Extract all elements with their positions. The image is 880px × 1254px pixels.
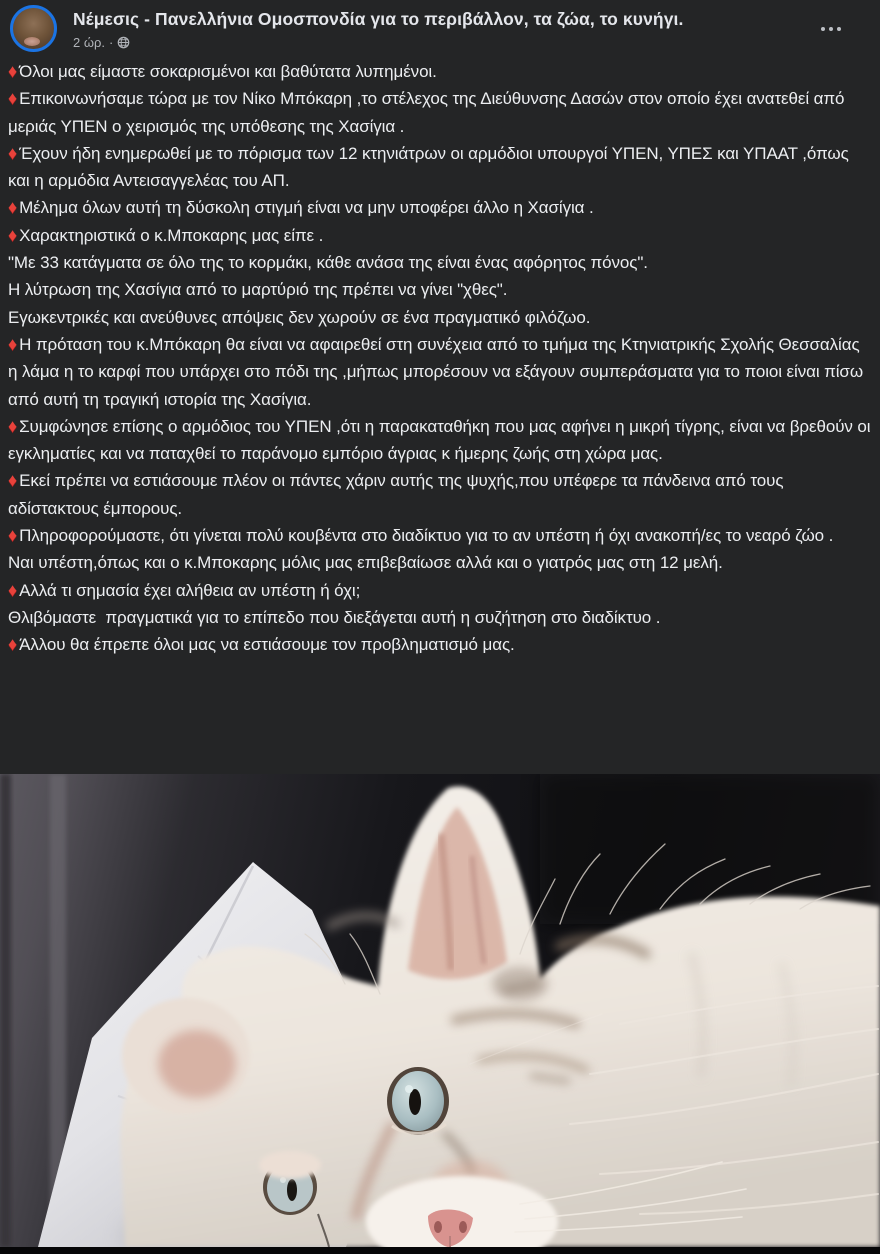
post-paragraph: ♦ Άλλου θα έπρεπε όλοι μας να εστιάσουμε τον προβληματισμό μας.	[8, 634, 515, 655]
post-paragraph: ♦ Επικοινωνήσαμε τώρα με τον Νίκο Μπόκαρη ,το στέλεχος της Διεύθυνσης Δασών στον οποίο έχει ανατεθεί από μεριάς ΥΠΕΝ ο χειρισμός της υπόθεσης της Χασίγια .	[8, 88, 850, 136]
post-paragraph: ♦ Αλλά τι σημασία έχει αλήθεια αν υπέστη ή όχι;	[8, 579, 361, 600]
post-paragraph: ♦ Έχουν ήδη ενημερωθεί με το πόρισμα των 12 κτηνιάτρων οι αρμόδιοι υπουργοί ΥΠΕΝ, ΥΠΕΣ και ΥΠΑΑΤ ,όπως και η αρμόδια Αντεισαγγελέας του ΑΠ.	[8, 142, 854, 191]
post-paragraph: "Με 33 κατάγματα σε όλο της το κορμάκι, κάθε ανάσα της είναι ένας αφόρητος πόνος".	[8, 253, 648, 273]
post-paragraph: Η λύτρωση της Χασίγια από το μαρτύριό της πρέπει να γίνει "χθες".	[8, 280, 508, 300]
tiger-cub-illustration	[0, 774, 880, 1247]
post-paragraph: ♦ Εκεί πρέπει να εστιάσουμε πλέον οι πάντες χάριν αυτής της ψυχής,που υπέφερε τα πάνδεινα από τους αδίστακτους έμπορους.	[8, 470, 789, 518]
post-paragraph: ♦ Όλοι μας είμαστε σοκαρισμένοι και βαθύτατα λυπημένοι.	[8, 61, 437, 81]
diamond-bullet-icon: ♦	[8, 142, 18, 163]
post-paragraph: ♦ Μέλημα όλων αυτή τη δύσκολη στιγμή είναι να μην υποφέρει άλλο η Χασίγια .	[8, 197, 594, 218]
post-paragraph: ♦ Η πρόταση του κ.Μπόκαρη θα είναι να αφαιρεθεί στη συνέχεια από το τμήμα της Κτηνιατρικής Σχολής Θεσσαλίας η λάμα η το καρφί που υπάρχει στο πόδι της ,μήπως μπορέσουν να εξάγουν συμπεράσματα για το ποιοι είναι πίσω από αυτή τη τραγική ιστορία της Χασίγια.	[8, 333, 869, 409]
diamond-bullet-icon: ♦	[8, 61, 18, 81]
diamond-bullet-icon: ♦	[8, 579, 18, 600]
diamond-bullet-icon: ♦	[8, 197, 18, 218]
page-name[interactable]: Νέμεσις - Πανελλήνια Ομοσπονδία για το περιβάλλον, τα ζώα, το κυνήγι.	[73, 9, 684, 29]
diamond-bullet-icon: ♦	[8, 634, 18, 655]
post-header	[0, 0, 880, 58]
avatar[interactable]	[10, 5, 57, 52]
post-paragraph: Εγωκεντρικές και ανεύθυνες απόψεις δεν χωρούν σε ένα πραγματικό φιλόζωο.	[8, 307, 591, 327]
diamond-bullet-icon: ♦	[8, 224, 18, 245]
diamond-bullet-icon: ♦	[8, 525, 18, 546]
timestamp[interactable]: 2 ώρ.	[73, 34, 105, 50]
globe-icon	[117, 36, 130, 49]
post-text	[0, 58, 880, 774]
post-paragraph: ♦ Πληροφορούμαστε, ότι γίνεται πολύ κουβέντα στο διαδίκτυο για το αν υπέστη ή όχι ανακοπή/ες το νεαρό ζώο .	[8, 525, 834, 546]
post-paragraph: Ναι υπέστη,όπως και ο κ.Μποκαρης μόλις μας επιβεβαίωσε αλλά και ο γιατρός μας στη 12 μελή.	[8, 553, 723, 573]
bottom-edge	[0, 1247, 880, 1254]
more-options-icon[interactable]	[813, 17, 849, 41]
post-meta	[73, 33, 130, 51]
post-photo[interactable]	[0, 774, 880, 1247]
meta-separator: ·	[109, 34, 114, 50]
post-paragraph: Θλιβόμαστε πραγματικά για το επίπεδο που διεξάγεται αυτή η συζήτηση στο διαδίκτυο .	[8, 607, 661, 627]
post-paragraph: ♦ Συμφώνησε επίσης ο αρμόδιος του ΥΠΕΝ ,ότι η παρακαταθήκη που μας αφήνει η μικρή τίγρης, είναι να βρεθούν οι εγκληματίες και να παταχθεί το παράνομο εμπόριο άγριας κ ήμερης ζωής στη χώρα μας.	[8, 415, 876, 464]
diamond-bullet-icon: ♦	[8, 415, 18, 436]
diamond-bullet-icon: ♦	[8, 470, 18, 491]
diamond-bullet-icon: ♦	[8, 88, 18, 109]
post-paragraph: ♦ Χαρακτηριστικά ο κ.Μποκαρης μας είπε .	[8, 224, 324, 245]
diamond-bullet-icon: ♦	[8, 333, 18, 354]
